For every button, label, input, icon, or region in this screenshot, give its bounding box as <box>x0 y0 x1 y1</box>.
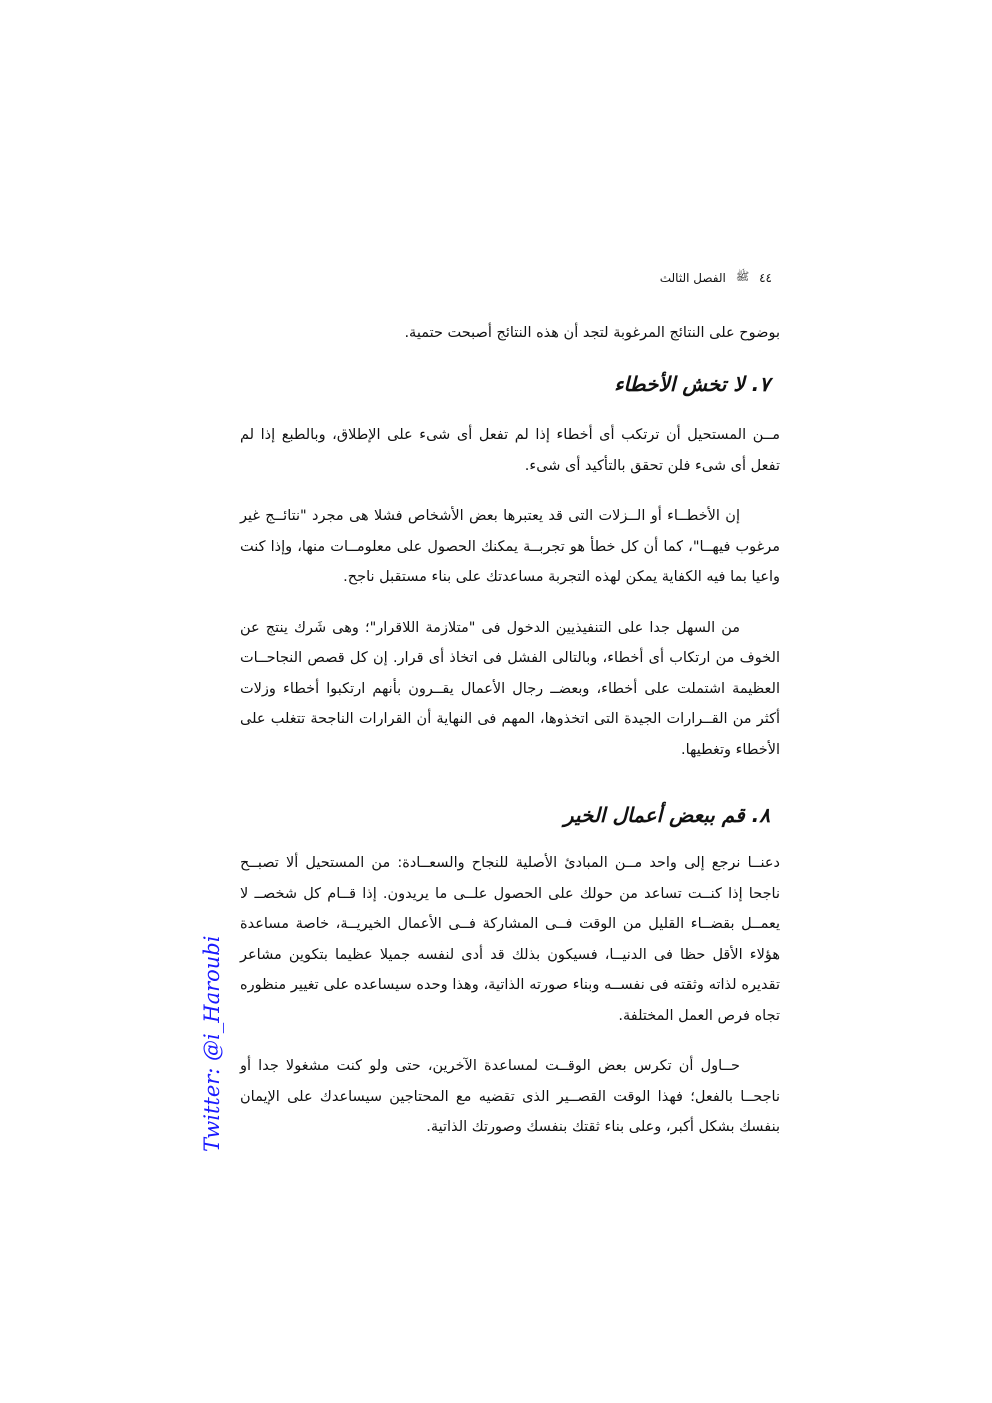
paragraph: بوضوح على النتائج المرغوبة لتجد أن هذه النتائج أصبحت حتمية. <box>404 325 780 341</box>
section-8-body <box>240 848 780 1143</box>
ornament-icon: ﷺ <box>735 270 750 283</box>
section-7-body <box>240 420 780 765</box>
continuation-text <box>240 318 780 349</box>
section-heading-7: ٧. لا تخش الأخطاء <box>614 372 770 396</box>
paragraph: إن الأخطــاء أو الــزلات التى قد يعتبرها بعض الأشخاص فشلا هى مجرد "نتائــج غير مرغوب فيهــا"، كما أن كل خطأ هو تجربــة يمكنك الحصول على معلومــات منها، وإذا كنت واعيا بما فيه الكفاية يمكن لهذه التجربة مساعدتك على بناء مستقبل ناجح. <box>240 508 780 585</box>
page-number: ٤٤ <box>759 271 772 285</box>
running-head <box>660 270 772 286</box>
paragraph: مــن المستحيل أن ترتكب أى أخطاء إذا لم تفعل أى شىء على الإطلاق، وبالطبع إذا لم تفعل أى شىء فلن تحقق بالتأكيد أى شىء. <box>240 427 780 474</box>
paragraph: دعنــا نرجع إلى واحد مــن المبادئ الأصلية للنجاح والسعــادة: من المستحيل ألا تصبــح ناجحا إذا كنــت تساعد من حولك على الحصول علــى ما يريدون. إذا قــام كل شخصــ لا يعمــل بقضــاء القليل من الوقت فــى المشاركة فــى الأعمال الخيريــة، خاصة مساعدة هؤلاء الأقل حظا فى الدنيــا، فسيكون بذلك قد أدى لنفسه جميلا عظيما بتكوين مشاعر تقديره لذاته وثقته فى نفســه وبناء صورته الذاتية، وهذا وحده سيساعده على تغيير منظوره تجاه فرص العمل المختلفة. <box>240 855 780 1024</box>
twitter-watermark: Twitter: @i_Haroubi <box>200 935 224 1152</box>
paragraph: حــاول أن تكرس بعض الوقــت لمساعدة الآخرين، حتى ولو كنت مشغولا جدا أو ناجحــا بالفعل؛ فهذا الوقت القصــير الذى تقضيه مع المحتاجين سيساعدك على الإيمان بنفسك بشكل أكبر، وعلى بناء ثقتك بنفسك وصورتك الذاتية. <box>240 1058 780 1135</box>
paragraph: من السهل جدا على التنفيذيين الدخول فى "متلازمة اللاقرار"؛ وهى شَرك ينتج عن الخوف من ارتكاب أى أخطاء، وبالتالى الفشل فى اتخاذ أى قرار. إن كل قصص النجاحــات العظيمة اشتملت على أخطاء، وبعضــ رجال الأعمال يقــرون بأنهم ارتكبوا أخطاء وزلات أكثر من القــرارات الجيدة التى اتخذوها، المهم فى النهاية أن القرارات الناجحة تتغلب على الأخطاء وتغطيها. <box>240 619 780 758</box>
chapter-title: الفصل الثالث <box>659 271 726 285</box>
section-heading-8: ٨. قم ببعض أعمال الخير <box>563 803 770 827</box>
